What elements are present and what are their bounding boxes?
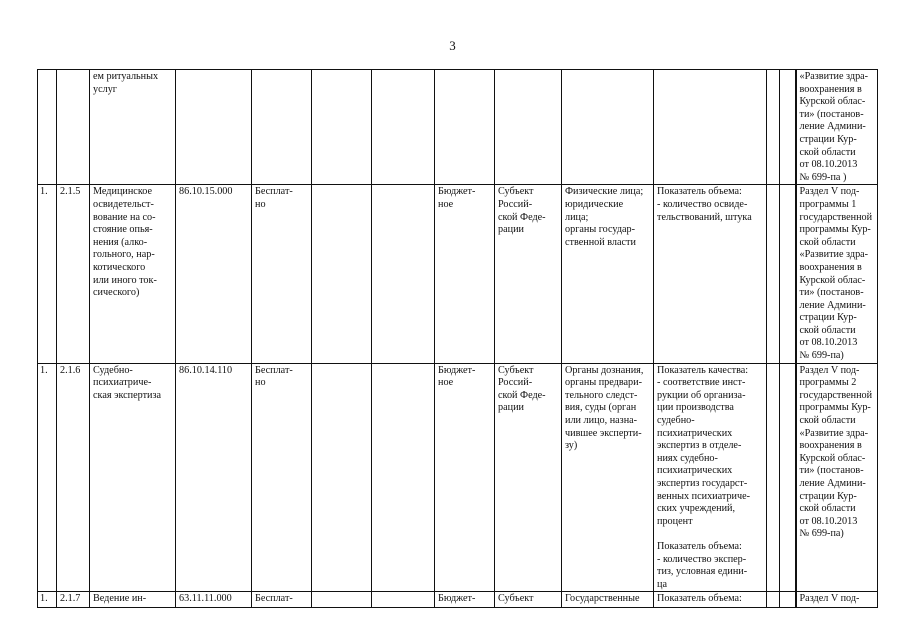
table-cell-c6 — [312, 70, 372, 185]
table-cell-c10 — [562, 185, 654, 363]
table-cell-c8 — [435, 70, 495, 185]
document-table — [37, 69, 878, 608]
cell-text: Субъект Россий- ской Феде- рации — [498, 186, 546, 236]
table-cell-c5 — [252, 592, 312, 608]
cell-text: Субъект Россий- ской Феде- рации — [498, 364, 546, 414]
cell-text: 1. — [40, 186, 48, 198]
table-cell-c13 — [780, 70, 796, 185]
cell-text: Бесплат- но — [255, 364, 293, 389]
table-row — [38, 185, 878, 363]
table-cell-c9 — [495, 592, 562, 608]
table-cell-c2 — [57, 363, 90, 592]
cell-text: Бюджет- ное — [438, 186, 476, 210]
table-cell-c13 — [780, 185, 796, 363]
table-cell-c5 — [252, 70, 312, 185]
table-cell-c2 — [57, 70, 90, 185]
table-cell-c10 — [562, 363, 654, 592]
table-cell-c11 — [654, 185, 767, 363]
cell-text: Бюджет- ное — [438, 364, 476, 389]
table-cell-c2 — [57, 185, 90, 363]
cell-text: 63.11.11.000 — [179, 593, 232, 605]
table-cell-c9 — [495, 70, 562, 185]
table-cell-c12 — [767, 185, 780, 363]
cell-text: 1. — [40, 364, 48, 376]
table-cell-c12 — [767, 592, 780, 608]
table-cell-c14 — [796, 185, 878, 363]
cell-text: Субъект — [498, 593, 534, 605]
table-cell-c3 — [90, 363, 176, 592]
cell-text: Ведение ин- — [93, 593, 147, 605]
table-cell-c5 — [252, 363, 312, 592]
table-cell-c13 — [780, 592, 796, 608]
table-cell-c3 — [90, 185, 176, 363]
table-cell-c11 — [654, 70, 767, 185]
cell-text: Показатель качества: - соответствие инст- рукции об организа- ции производства судебно- психиатрических экспертиз в отделе- ниях судебно- психиатрических экспертиз государст- венных психиатриче- ских учреждений, процент Показатель объема: - количество экспер- тиз, условная едини- ца — [657, 364, 751, 590]
cell-text: 2.1.6 — [60, 364, 81, 376]
cell-text: 1. — [40, 593, 48, 605]
table-cell-c12 — [767, 363, 780, 592]
cell-text: Судебно- психиатриче- ская экспертиза — [93, 364, 162, 401]
table-cell-c10 — [562, 592, 654, 608]
table-cell-c14 — [796, 363, 878, 592]
cell-text: Физические лица; юридические лица; органы государ- ственной власти — [565, 186, 644, 248]
cell-text: Показатель объема: — [657, 593, 742, 605]
table-cell-c6 — [312, 185, 372, 363]
table-cell-c3 — [90, 592, 176, 608]
table-cell-c1 — [38, 70, 57, 185]
table-cell-c7 — [372, 185, 435, 363]
table-row — [38, 592, 878, 608]
table-cell-c10 — [562, 70, 654, 185]
table-cell-c11 — [654, 363, 767, 592]
table-cell-c8 — [435, 363, 495, 592]
table-cell-c4 — [176, 363, 252, 592]
cell-text: ем ритуальных услуг — [93, 71, 159, 95]
table-cell-c4 — [176, 70, 252, 185]
table-cell-c6 — [312, 363, 372, 592]
table-cell-c8 — [435, 185, 495, 363]
table-cell-c11 — [654, 592, 767, 608]
table-cell-c8 — [435, 592, 495, 608]
table-cell-c1 — [38, 363, 57, 592]
cell-text: «Развитие здра- воохранения в Курской облас- ти» (постанов- ление Админи- страции Кур- ской области от 08.10.2013 № 699-па ) — [799, 71, 869, 183]
cell-text: Медицинское освидетельст- вование на со- стояние опья- нения (алко- гольного, нар- котического или иного ток- сического) — [93, 186, 157, 299]
cell-text: 2.1.7 — [60, 593, 81, 605]
table-cell-c7 — [372, 70, 435, 185]
table-cell-c4 — [176, 185, 252, 363]
cell-text: Бесплат- — [255, 593, 293, 605]
cell-text: 2.1.5 — [60, 186, 81, 198]
cell-text: Государственные — [565, 593, 640, 605]
table-cell-c9 — [495, 363, 562, 592]
table-cell-c2 — [57, 592, 90, 608]
cell-text: 86.10.15.000 — [179, 186, 233, 198]
cell-text: Показатель объема: - количество освиде- тельствований, штука — [657, 186, 752, 223]
table-cell-c7 — [372, 592, 435, 608]
cell-text: Бесплат- но — [255, 186, 293, 210]
table-cell-c13 — [780, 363, 796, 592]
cell-text: Раздел V под- — [799, 593, 860, 605]
cell-text: 86.10.14.110 — [179, 364, 233, 376]
table-cell-c9 — [495, 185, 562, 363]
table-cell-c1 — [38, 592, 57, 608]
cell-text: Бюджет- — [438, 593, 476, 605]
table-cell-c4 — [176, 592, 252, 608]
table-cell-c5 — [252, 185, 312, 363]
table-cell-c6 — [312, 592, 372, 608]
table-cell-c1 — [38, 185, 57, 363]
table-cell-c14 — [796, 592, 878, 608]
table-cell-c12 — [767, 70, 780, 185]
table-row — [38, 70, 878, 185]
table-cell-c14 — [796, 70, 878, 185]
cell-text: Органы дознания, органы предвари- тельного следст- вия, суды (орган или лицо, назна- чившее эксперти- зу) — [565, 364, 644, 452]
cell-text: Раздел V под- программы 1 государственной программы Кур- ской области «Развитие здра- воохранения в Курской облас- ти» (постанов- ление Админи- страции Кур- ской области от 08.10.2013 № 699-па) — [799, 186, 873, 362]
table-row — [38, 363, 878, 592]
cell-text: Раздел V под- программы 2 государственной программы Кур- ской области «Развитие здра- воохранения в Курской облас- ти» (постанов- ление Админи- страции Кур- ской области от 08.10.2013 № 699-па) — [799, 364, 873, 540]
page-number: 3 — [449, 38, 456, 53]
table-cell-c7 — [372, 363, 435, 592]
table-cell-c3 — [90, 70, 176, 185]
